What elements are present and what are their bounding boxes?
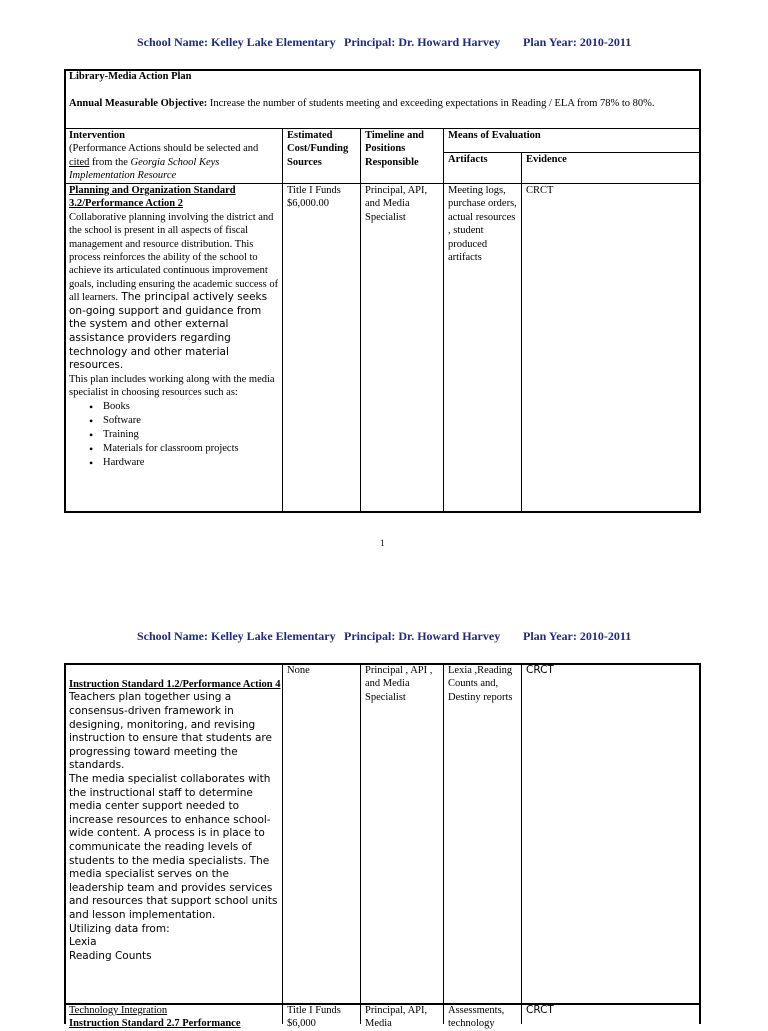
data-sources-label: Utilizing data from:: [69, 922, 170, 935]
intervention-cell: [69, 678, 281, 963]
evidence-cell: CRCT: [526, 1004, 554, 1016]
resource-list: [69, 400, 279, 470]
media-specialist-description: The media specialist collaborates with the instructional staff to determine media center support needed to increase resources to enhance school-wide content. A process is in place to communicate the reading levels of students to the media specialists. The media specialist serves on the leadership team and provides services and resources that support school units and lesson implementation.: [69, 772, 278, 921]
objective-label: Annual Measurable Objective:: [69, 98, 208, 109]
means-of-evaluation-header: Means of Evaluation: [448, 130, 541, 141]
page-header: [0, 629, 768, 645]
principal-name: Principal: Dr. Howard Harvey: [344, 629, 501, 643]
intervention-header: [69, 129, 279, 183]
plan-title: Library-Media Action Plan: [69, 71, 192, 82]
timeline-cell: Principal, API, Media: [365, 1005, 428, 1030]
timeline-header: Timeline and Positions Responsible: [365, 130, 425, 168]
cost-cell: None: [287, 665, 310, 676]
school-name: School Name: Kelley Lake Elementary: [137, 35, 336, 49]
standard-title: Instruction Standard 1.2/Performance Action 4: [69, 679, 281, 690]
evidence-cell: CRCT: [526, 664, 554, 676]
principal-name: Principal: Dr. Howard Harvey: [344, 35, 501, 49]
intervention-description: Teachers plan together using a consensus-driven framework in designing, monitoring, and revising instruction to ensure that students are progressing toward meeting the standards.: [69, 691, 272, 772]
artifacts-cell: Lexia ,Reading Counts and, Destiny reports: [448, 665, 513, 703]
list-item: • Hardware: [69, 456, 279, 470]
standard-title: Instruction Standard 2.7 Performance: [69, 1018, 241, 1030]
evidence-cell: CRCT: [526, 185, 554, 196]
annual-objective: [69, 97, 691, 110]
intervention-cell: [69, 184, 279, 470]
intervention-label: Intervention: [69, 130, 125, 141]
list-item: • Software: [69, 414, 279, 428]
intervention-cell: [69, 1004, 281, 1031]
standard-category: Technology Integration: [69, 1005, 168, 1016]
cost-cell: Title I Funds $6,000.00: [287, 185, 341, 210]
page-number: 1: [380, 538, 385, 548]
artifacts-cell: Meeting logs, purchase orders, actual resources , student produced artifacts: [448, 185, 517, 264]
cost-cell: Title I Funds $6,000: [287, 1005, 341, 1030]
artifacts-cell: Assessments, technology: [448, 1005, 505, 1030]
page-header: [0, 35, 768, 51]
intervention-note: (Performance Actions should be selected and cited from the Georgia School Keys Implementation Resource: [69, 143, 259, 182]
school-name: School Name: Kelley Lake Elementary: [137, 629, 336, 643]
plan-year: Plan Year: 2010-2011: [523, 35, 632, 49]
standard-title: Planning and Organization Standard 3.2/Performance Action 2: [69, 185, 236, 210]
list-item: • Materials for classroom projects: [69, 442, 279, 456]
evidence-header: Evidence: [526, 154, 567, 165]
plan-year: Plan Year: 2010-2011: [523, 629, 632, 643]
artifacts-header: Artifacts: [448, 154, 488, 165]
cost-header: Estimated Cost/Funding Sources: [287, 130, 349, 168]
timeline-cell: Principal, API, and Media Specialist: [365, 185, 428, 223]
data-source-item: Lexia: [69, 936, 97, 949]
list-item: • Training: [69, 428, 279, 442]
intervention-description: Collaborative planning involving the district and the school is present in all aspects of fiscal management and resource distribution. This process reinforces the ability of the school to achieve its articulated continuous improvement goals, including ensuring the academic success of all learners. The principal actively seeks on-going support and guidance from the system and other external assistance providers regarding technology and other material resources.: [69, 211, 279, 372]
objective-text: Increase the number of students meeting and exceeding expectations in Reading / ELA from 78% to 80%.: [207, 98, 655, 109]
timeline-cell: Principal , API , and Media Specialist: [365, 665, 433, 703]
list-item: • Books: [69, 400, 279, 414]
plan-description: This plan includes working along with the media specialist in choosing resources such as:: [69, 373, 275, 399]
data-source-item: Reading Counts: [69, 949, 152, 962]
